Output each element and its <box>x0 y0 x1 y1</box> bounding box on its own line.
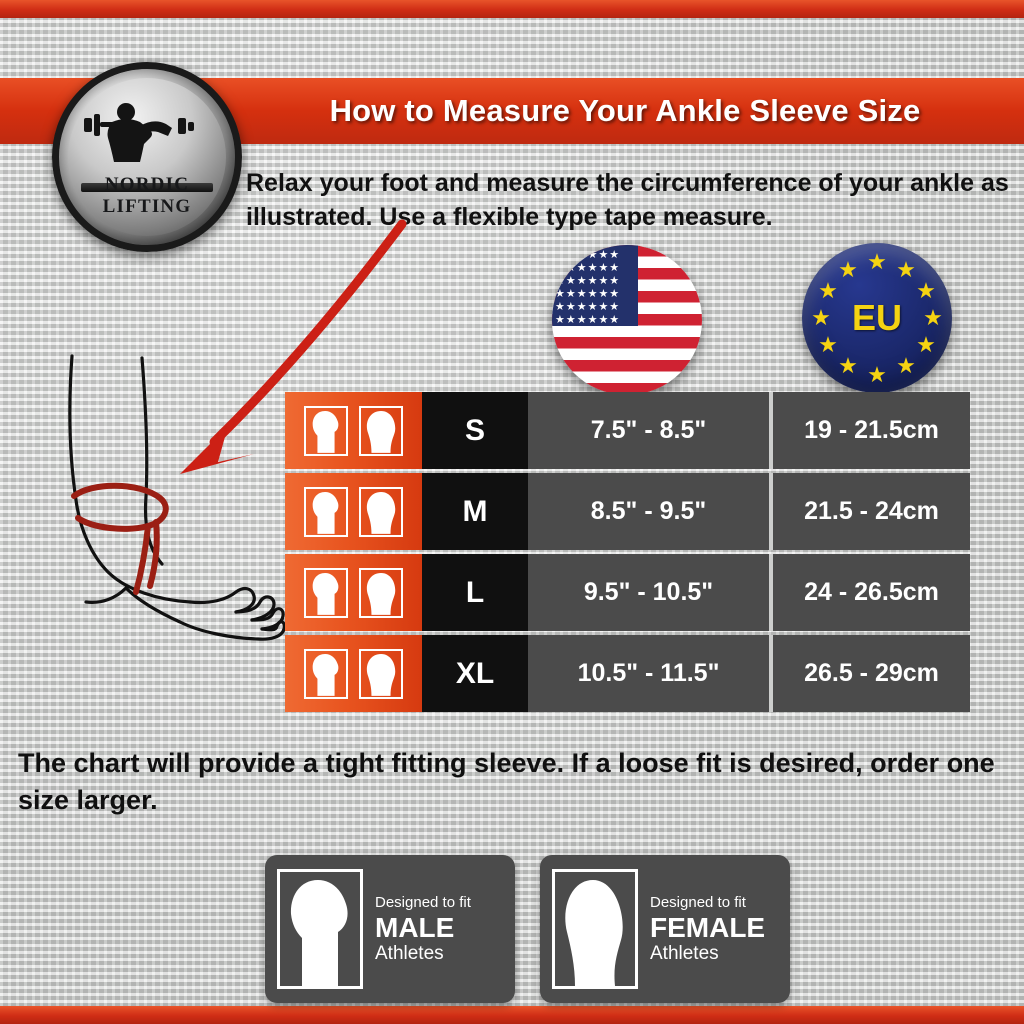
svg-text:★: ★ <box>916 332 936 357</box>
badge-subtitle: Athletes <box>650 942 719 964</box>
svg-text:★: ★ <box>867 249 887 274</box>
size-cm: 26.5 - 29cm <box>773 635 970 712</box>
svg-text:★: ★ <box>818 278 838 303</box>
svg-text:★: ★ <box>916 278 936 303</box>
bottom-border-band <box>0 1006 1024 1024</box>
size-cm: 24 - 26.5cm <box>773 554 970 631</box>
eu-flag-icon <box>802 243 952 393</box>
brand-logo <box>52 62 242 252</box>
red-arrow-icon <box>170 218 410 508</box>
svg-text:★: ★ <box>838 353 858 378</box>
size-label: XL <box>422 635 528 712</box>
female-athletes-badge <box>540 855 790 1003</box>
female-head-icon <box>552 869 638 989</box>
svg-text:★: ★ <box>818 332 838 357</box>
size-label: L <box>422 554 528 631</box>
size-inches: 9.5" - 10.5" <box>528 554 773 631</box>
badge-title: FEMALE <box>650 911 766 943</box>
svg-text:★: ★ <box>838 257 858 282</box>
table-row <box>285 635 970 712</box>
eu-label: EU <box>851 297 902 338</box>
badge-caption: Designed to fit <box>650 893 746 911</box>
size-label: M <box>422 473 528 550</box>
badge-title: MALE <box>375 911 455 943</box>
male-head-icon <box>304 568 348 618</box>
female-head-icon <box>359 568 403 618</box>
brand-name: NORDIC LIFTING <box>102 174 192 217</box>
page-title: How to Measure Your Ankle Sleeve Size <box>329 93 921 128</box>
athlete-icons-cell <box>285 554 422 631</box>
svg-text:★: ★ <box>896 353 916 378</box>
athlete-icons-cell <box>285 635 422 712</box>
size-cm: 21.5 - 24cm <box>773 473 970 550</box>
male-athletes-badge <box>265 855 515 1003</box>
table-row <box>285 554 970 631</box>
size-cm: 19 - 21.5cm <box>773 392 970 469</box>
us-flag-icon: ★★★★★★ ★★★★★★ ★★★★★★ ★★★★★★ ★★★★★★ ★★★★★★ <box>552 245 702 395</box>
svg-text:★: ★ <box>896 257 916 282</box>
size-inches: 8.5" - 9.5" <box>528 473 773 550</box>
svg-text:★: ★ <box>811 305 831 330</box>
size-label: S <box>422 392 528 469</box>
svg-text:★: ★ <box>923 305 943 330</box>
intro-text: Relax your foot and measure the circumference of your ankle as illustrated. Use a flexible type tape measure. <box>246 169 1009 231</box>
weightlifter-logo-icon <box>82 92 212 187</box>
male-head-icon <box>304 649 348 699</box>
badge-caption: Designed to fit <box>375 893 471 911</box>
badge-subtitle: Athletes <box>375 942 444 964</box>
fit-note: The chart will provide a tight fitting sleeve. If a loose fit is desired, order one size larger. <box>18 748 995 815</box>
male-head-icon <box>277 869 363 989</box>
top-border-band <box>0 0 1024 18</box>
size-inches: 10.5" - 11.5" <box>528 635 773 712</box>
female-head-icon <box>359 649 403 699</box>
svg-text:★: ★ <box>867 362 887 387</box>
size-inches: 7.5" - 8.5" <box>528 392 773 469</box>
